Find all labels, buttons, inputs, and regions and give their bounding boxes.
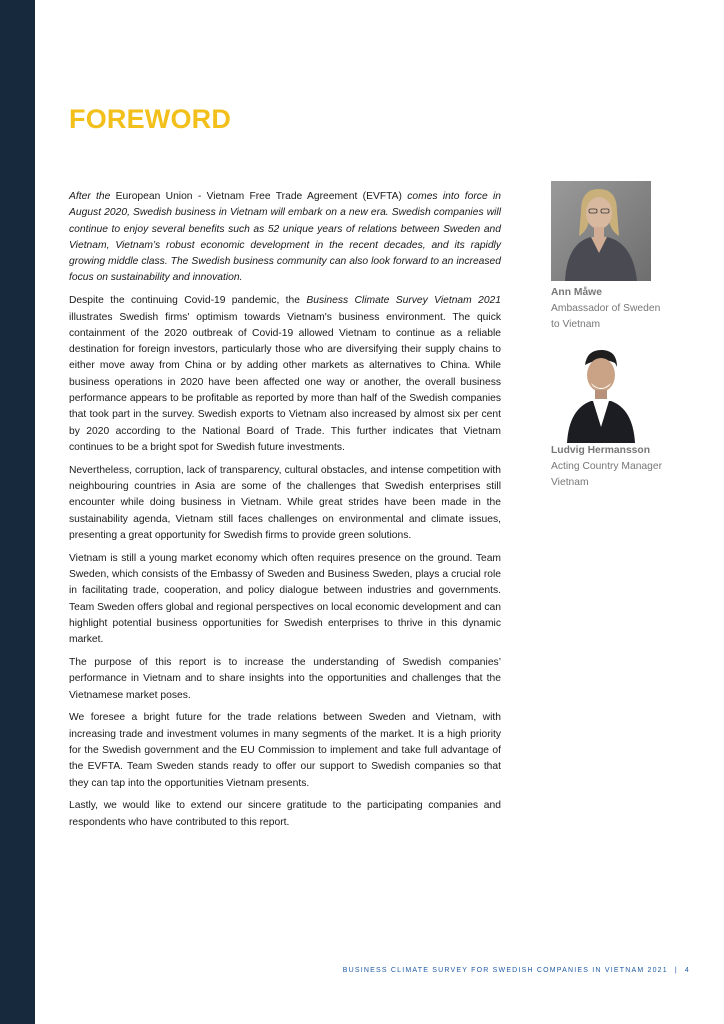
page-title: FOREWORD <box>69 104 232 134</box>
p2-pre: Despite the continuing Covid-19 pandemic, the <box>69 295 307 307</box>
intro-paragraph <box>69 189 501 287</box>
person-role-cont: Vietnam <box>551 477 589 488</box>
country-manager-portrait <box>551 343 651 443</box>
intro-rest: comes into force in August 2020, Swedish business in Vietnam will embark on a new era. Swedish companies will continue to enjoy several benefits such as 52 unique years of relations between Sweden and Vietnam, Vietnam’s robust economic development in the recent decades, and its rapidly growing middle class. The Swedish business community can also look forward to an increased focus on sustainability and innovation. <box>69 191 502 284</box>
paragraph-challenges: Nevertheless, corruption, lack of transparency, cultural obstacles, and intense competition with neighbouring countries in Asia are some of the challenges that Swedish enterprises still encounter while doing business in Vietnam. While great strides have been made in the sustainability agenda, Vietnam still faces challenges on environmental and climate issues, presenting a great opportunity for Swedish firms to provide green solutions. <box>69 464 501 541</box>
p2-survey-title: Business Climate Survey Vietnam 2021 <box>306 295 501 307</box>
sidebar-band <box>0 0 35 1024</box>
p2-post: illustrates Swedish firms' optimism towards Vietnam's business environment. The quick containment of the 2020 outbreak of Covid-19 allowed Vietnam to continue as a reliable destination for foreign investors, particularly those who are diversifying their supply chains to either move away from China or by adding other markets as alternatives to China. While business operations in 2020 have been affected one way or another, the overall business performance appears to be profitable as reported by more than half of the Swedish companies that took part in the survey. Swedish exports to Vietnam also increased by almost six per cent by 2020 according to the National Board of Trade. This further indicates that Vietnam continues to be a bright spot for Swedish future investments. <box>69 311 501 453</box>
page-number: 4 <box>684 967 690 974</box>
paragraph-future: We foresee a bright future for the trade relations between Sweden and Vietnam, with increasing trade and investment volumes in many segments of the market. It is a high priority for the Swedish government and the EU Commission to implement and take full advantage of the EVFTA. Team Sweden stands ready to offer our support to Swedish companies so that they can tap into the opportunities Vietnam presents. <box>69 712 501 789</box>
person-ludvig <box>551 443 691 491</box>
person-role: Ambassador of Sweden <box>551 303 661 314</box>
footer-title: BUSINESS CLIMATE SURVEY FOR SWEDISH COMPANIES IN VIETNAM 2021 <box>342 967 668 974</box>
person-name: Ludvig Hermansson <box>551 445 650 456</box>
page-footer <box>343 967 690 974</box>
intro-pre: After the <box>69 191 116 202</box>
footer-separator: | <box>674 967 678 974</box>
person-role-cont: to Vietnam <box>551 319 601 330</box>
foreword-body <box>69 189 501 837</box>
person-role: Acting Country Manager <box>551 461 663 472</box>
paragraph-purpose: The purpose of this report is to increase the understanding of Swedish companies’ performance in Vietnam and to share insights into the opportunities and challenges that the Vietnamese market poses. <box>69 657 501 701</box>
paragraph-covid <box>69 293 501 456</box>
paragraph-team-sweden: Vietnam is still a young market economy which often requires presence on the ground. Team Sweden, which consists of the Embassy of Sweden and Business Sweden, plays a crucial role in facilitating trade, cooperation, and policy dialogue between industries and governments. Team Sweden offers global and regional perspectives on local economic development and can highlight potential business opportunities for Swedish enterprises to thrive in this dynamic market. <box>69 552 501 646</box>
ambassador-portrait <box>551 181 651 281</box>
paragraph-gratitude: Lastly, we would like to extend our sincere gratitude to the participating companies and respondents who have contributed to this report. <box>69 800 501 828</box>
intro-evfta: European Union - Vietnam Free Trade Agreement (EVFTA) <box>115 191 402 202</box>
person-name: Ann Måwe <box>551 287 602 298</box>
person-ann <box>551 285 691 333</box>
